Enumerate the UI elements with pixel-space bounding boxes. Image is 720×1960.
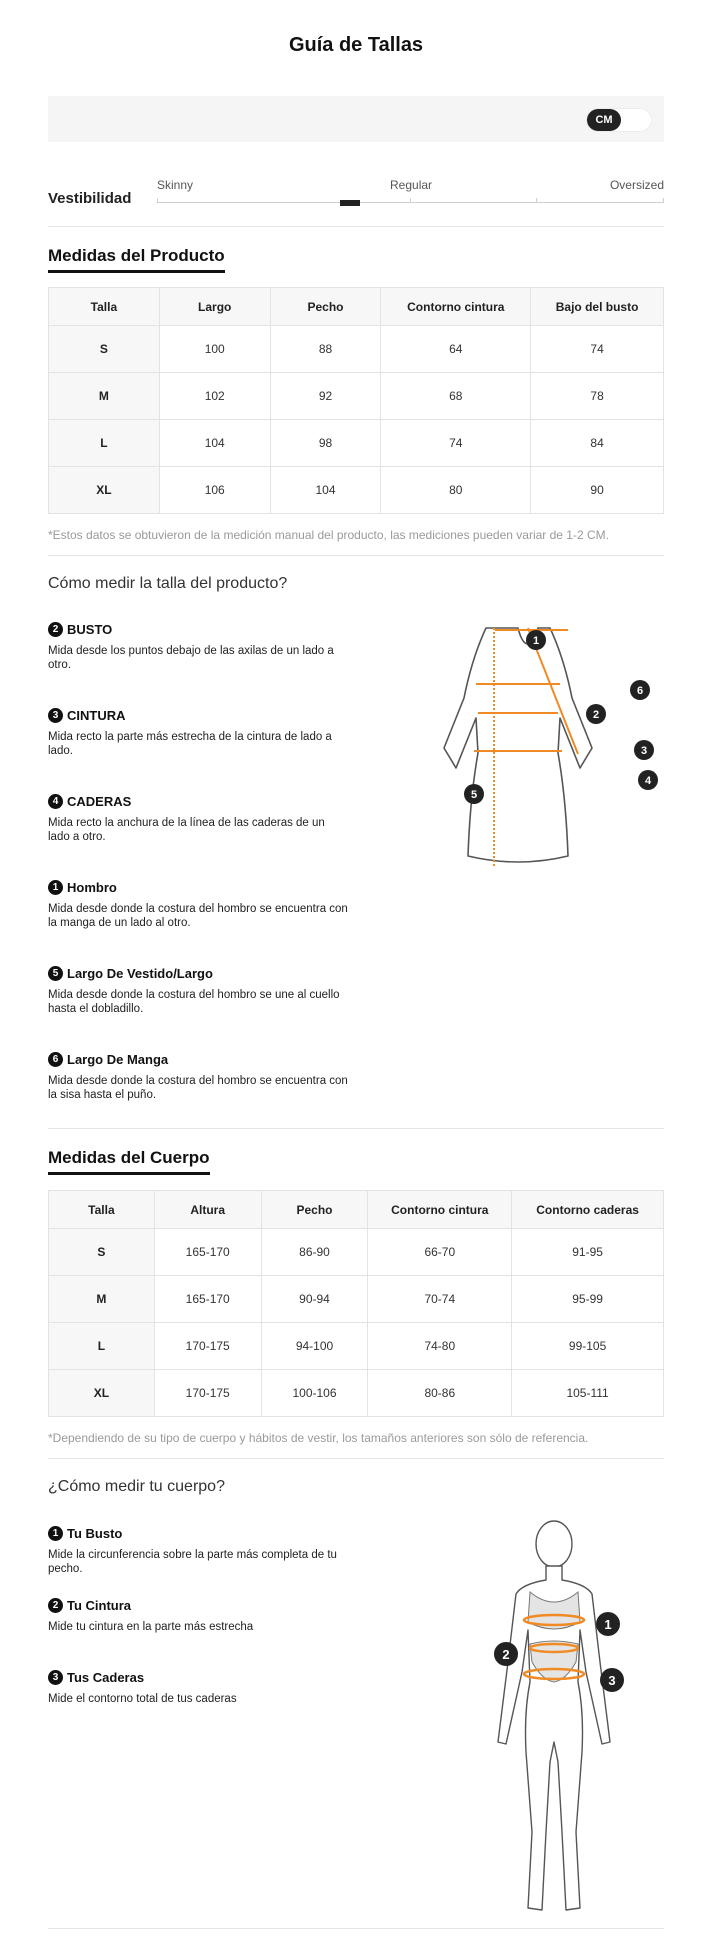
table-cell: 78: [531, 373, 664, 420]
dress-measurement-figure: [408, 618, 658, 878]
table-cell: 84: [531, 420, 664, 467]
table-cell: 98: [270, 420, 381, 467]
table-cell-size: M: [49, 373, 160, 420]
table-header-row: [49, 1191, 664, 1229]
table-cell: 100: [159, 326, 270, 373]
product-measure-item: [48, 708, 348, 758]
product-howto-title: Cómo medir la talla del producto?: [48, 575, 288, 592]
number-badge-icon: 1: [48, 880, 63, 895]
measure-description: Mida desde donde la costura del hombro se encuentra con la sisa hasta el puño.: [48, 1075, 348, 1101]
col-header: Pecho: [270, 288, 381, 326]
table-cell-size: XL: [49, 467, 160, 514]
table-row: [49, 1276, 664, 1323]
unit-toggle-selected[interactable]: CM: [587, 109, 621, 131]
body-size-table: [48, 1190, 664, 1417]
figure-marker: 1: [532, 635, 540, 647]
table-cell: 90: [531, 467, 664, 514]
product-measure-item: [48, 966, 348, 1016]
table-cell: 92: [270, 373, 381, 420]
col-header: Altura: [154, 1191, 261, 1229]
number-badge-icon: 2: [48, 1598, 63, 1613]
divider: [48, 1128, 664, 1129]
fit-scale-marker: [340, 200, 360, 206]
product-note: *Estos datos se obtuvieron de la medición manual del producto, las mediciones pueden variar de 1-2 CM.: [48, 528, 609, 542]
table-row: [49, 1229, 664, 1276]
body-section-title: Medidas del Cuerpo: [48, 1148, 210, 1175]
number-badge-icon: 3: [48, 1670, 63, 1685]
fit-scale-tick: [157, 198, 158, 203]
table-cell: 74: [381, 420, 531, 467]
figure-marker: 5: [470, 789, 478, 801]
measure-title: Largo De Manga: [67, 1052, 169, 1067]
table-cell: 70-74: [368, 1276, 512, 1323]
figure-marker: 3: [640, 745, 648, 757]
product-measure-item: [48, 1052, 348, 1102]
measure-title: Largo De Vestido/Largo: [67, 966, 213, 981]
table-row: [49, 326, 664, 373]
table-cell-size: M: [49, 1276, 155, 1323]
table-cell: 170-175: [154, 1323, 261, 1370]
measure-description: Mide tu cintura en la parte más estrecha: [48, 1621, 254, 1633]
col-header: Contorno cintura: [368, 1191, 512, 1229]
figure-marker: 6: [636, 685, 644, 697]
body-measurement-figure: [488, 1512, 664, 1918]
col-header: Pecho: [261, 1191, 368, 1229]
measure-title: Tus Caderas: [67, 1670, 145, 1685]
table-cell: 88: [270, 326, 381, 373]
body-note: *Dependiendo de su tipo de cuerpo y hábitos de vestir, los tamaños anteriores son sólo de referencia.: [48, 1431, 589, 1445]
measure-description: Mida recto la anchura de la línea de las caderas de un lado a otro.: [48, 817, 325, 843]
table-cell: 66-70: [368, 1229, 512, 1276]
fit-scale-oversized: Oversized: [609, 178, 664, 192]
table-cell: 104: [270, 467, 381, 514]
measure-title: Tu Cintura: [67, 1598, 132, 1613]
table-cell: 80: [381, 467, 531, 514]
table-cell: 94-100: [261, 1323, 368, 1370]
product-measure-item: [48, 794, 348, 844]
figure-marker: 4: [644, 775, 652, 787]
table-cell: 99-105: [512, 1323, 664, 1370]
table-cell: 80-86: [368, 1370, 512, 1417]
product-measure-item: [48, 622, 348, 672]
table-cell: 104: [159, 420, 270, 467]
col-header: Largo: [159, 288, 270, 326]
col-header: Bajo del busto: [531, 288, 664, 326]
figure-marker: 2: [592, 709, 600, 721]
number-badge-icon: 2: [48, 622, 63, 637]
figure-marker: 2: [502, 1647, 510, 1662]
fit-label: Vestibilidad: [48, 190, 132, 207]
table-cell: 64: [381, 326, 531, 373]
table-cell: 95-99: [512, 1276, 664, 1323]
divider: [48, 226, 664, 227]
page-title: Guía de Tallas: [288, 34, 424, 56]
table-cell: 106: [159, 467, 270, 514]
table-row: [49, 1323, 664, 1370]
measure-title: Tu Busto: [67, 1526, 123, 1541]
col-header: Contorno caderas: [512, 1191, 664, 1229]
table-row: [49, 373, 664, 420]
fit-scale-tick: [536, 198, 537, 203]
number-badge-icon: 4: [48, 794, 63, 809]
col-header: Contorno cintura: [381, 288, 531, 326]
table-cell: 91-95: [512, 1229, 664, 1276]
table-cell: 102: [159, 373, 270, 420]
measure-description: Mida desde los puntos debajo de las axilas de un lado a otro.: [48, 645, 334, 671]
table-cell: 74-80: [368, 1323, 512, 1370]
fit-scale-tick: [410, 198, 411, 203]
number-badge-icon: 5: [48, 966, 63, 981]
number-badge-icon: 1: [48, 1526, 63, 1541]
table-row: [49, 467, 664, 514]
table-cell: 170-175: [154, 1370, 261, 1417]
table-cell: 105-111: [512, 1370, 664, 1417]
measure-title: CINTURA: [67, 708, 126, 723]
table-cell-size: S: [49, 326, 160, 373]
table-cell-size: XL: [49, 1370, 155, 1417]
body-measure-item: [48, 1526, 348, 1576]
measure-description: Mida recto la parte más estrecha de la cintura de lado a lado.: [48, 731, 332, 757]
unit-toggle[interactable]: [586, 108, 652, 132]
table-cell-size: L: [49, 420, 160, 467]
table-cell: 74: [531, 326, 664, 373]
table-cell: 165-170: [154, 1229, 261, 1276]
divider: [48, 555, 664, 556]
table-header-row: [49, 288, 664, 326]
table-cell-size: S: [49, 1229, 155, 1276]
product-section-title: Medidas del Producto: [48, 246, 225, 273]
body-measure-item: [48, 1670, 348, 1706]
number-badge-icon: 6: [48, 1052, 63, 1067]
measure-title: CADERAS: [67, 794, 132, 809]
product-measure-item: [48, 880, 348, 930]
measure-title: BUSTO: [67, 622, 113, 637]
number-badge-icon: 3: [48, 708, 63, 723]
table-cell: 86-90: [261, 1229, 368, 1276]
measure-description: Mida desde donde la costura del hombro se une al cuello hasta el dobladillo.: [48, 989, 340, 1015]
divider: [48, 1928, 664, 1929]
fit-scale: [157, 178, 664, 208]
table-row: [49, 1370, 664, 1417]
table-cell: 165-170: [154, 1276, 261, 1323]
measure-description: Mide el contorno total de tus caderas: [48, 1693, 237, 1705]
product-size-table: [48, 287, 664, 514]
dress-outline: [444, 628, 592, 862]
figure-marker: 3: [608, 1673, 616, 1688]
table-cell: 68: [381, 373, 531, 420]
body-measure-item: [48, 1598, 348, 1634]
table-cell: 100-106: [261, 1370, 368, 1417]
measure-description: Mida desde donde la costura del hombro se encuentra con la manga de un lado al otro.: [48, 903, 348, 929]
table-cell-size: L: [49, 1323, 155, 1370]
measure-description: Mide la circunferencia sobre la parte más completa de tu pecho.: [48, 1549, 337, 1575]
measure-title: Hombro: [67, 880, 117, 895]
unit-bar: [48, 96, 664, 142]
figure-marker: 1: [604, 1617, 612, 1632]
fit-scale-tick: [663, 198, 664, 203]
fit-scale-skinny: Skinny: [157, 178, 194, 192]
head-shape: [536, 1521, 572, 1567]
col-header: Talla: [49, 1191, 155, 1229]
col-header: Talla: [49, 288, 160, 326]
body-howto-title: ¿Cómo medir tu cuerpo?: [48, 1478, 225, 1495]
table-cell: 90-94: [261, 1276, 368, 1323]
divider: [48, 1458, 664, 1459]
table-row: [49, 420, 664, 467]
fit-scale-regular: Regular: [390, 178, 433, 192]
